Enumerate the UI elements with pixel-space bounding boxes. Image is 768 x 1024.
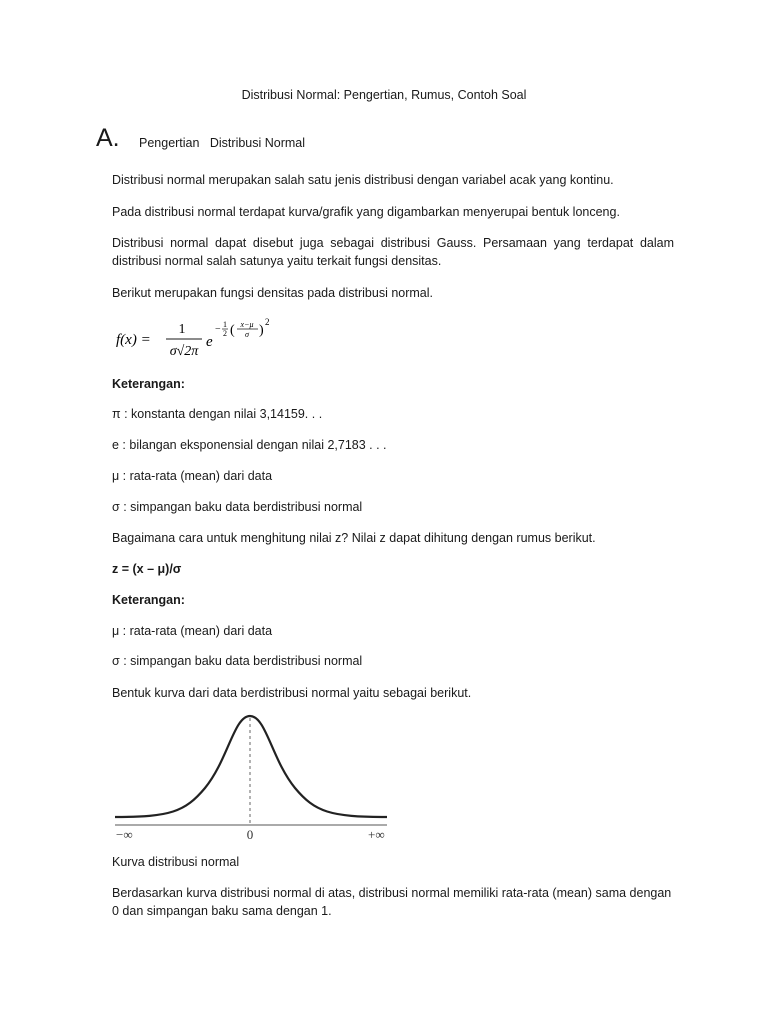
legend-sigma: σ : simpangan baku data berdistribusi normal	[112, 500, 363, 514]
document-title: Distribusi Normal: Pengertian, Rumus, Contoh Soal	[241, 88, 527, 102]
formula-exponent-sign: −	[215, 324, 221, 335]
formula-half-num: 1	[223, 320, 227, 329]
section-heading: Pengertian Distribusi Normal	[139, 136, 306, 150]
formula-lhs: f(x) =	[116, 332, 151, 348]
paragraph-definition: Distribusi normal merupakan salah satu jenis distribusi dengan variabel acak yang kontinu.	[112, 173, 614, 187]
density-formula	[112, 316, 282, 362]
svg-text:): )	[259, 323, 264, 338]
bell-curve-line	[115, 716, 387, 817]
normal-curve-figure	[110, 708, 400, 848]
svg-text:(: (	[230, 323, 235, 338]
z-formula: z = (x – μ)/σ	[112, 562, 182, 576]
paragraph-bell-shape: Pada distribusi normal terdapat kurva/grafik yang digambarkan menyerupai bentuk lonceng.	[112, 205, 620, 219]
keterangan-heading-2: Keterangan:	[112, 593, 185, 607]
legend-sigma-2: σ : simpangan baku data berdistribusi normal	[112, 654, 363, 668]
curve-caption: Kurva distribusi normal	[112, 855, 240, 869]
section-letter: A.	[96, 124, 120, 152]
paragraph-curve-intro: Bentuk kurva dari data berdistribusi normal yaitu sebagai berikut.	[112, 686, 472, 700]
formula-numerator: 1	[178, 322, 186, 337]
formula-base: e	[206, 334, 213, 350]
formula-denominator: σ√2π	[169, 344, 199, 359]
paragraph-density-intro: Berikut merupakan fungsi densitas pada distribusi normal.	[112, 286, 434, 300]
paragraph-conclusion: Berdasarkan kurva distribusi normal di atas, distribusi normal memiliki rata-rata (mean) sama dengan 0 dan simpangan baku sama dengan 1.	[112, 886, 672, 918]
legend-pi: π : konstanta dengan nilai 3,14159. . .	[112, 407, 323, 421]
legend-mu-2: μ : rata-rata (mean) dari data	[112, 624, 273, 638]
formula-inner-num: x−μ	[240, 320, 254, 329]
legend-mu: μ : rata-rata (mean) dari data	[112, 469, 273, 483]
formula-half-den: 2	[223, 329, 227, 338]
keterangan-heading-1: Keterangan:	[112, 377, 185, 391]
formula-inner-den: σ	[245, 330, 249, 339]
legend-e: e : bilangan eksponensial dengan nilai 2,7183 . . .	[112, 438, 387, 452]
formula-power: 2	[265, 317, 270, 327]
paragraph-z-intro: Bagaimana cara untuk menghitung nilai z? Nilai z dapat dihitung dengan rumus berikut.	[112, 531, 596, 545]
paragraph-gauss: Distribusi normal dapat disebut juga sebagai distribusi Gauss. Persamaan yang terdapat dalam distribusi normal salah satunya yaitu terkait fungsi densitas.	[112, 236, 674, 268]
zero-label: 0	[246, 827, 254, 842]
right-infinity-label: +∞	[368, 827, 385, 842]
left-infinity-label: −∞	[116, 827, 133, 842]
